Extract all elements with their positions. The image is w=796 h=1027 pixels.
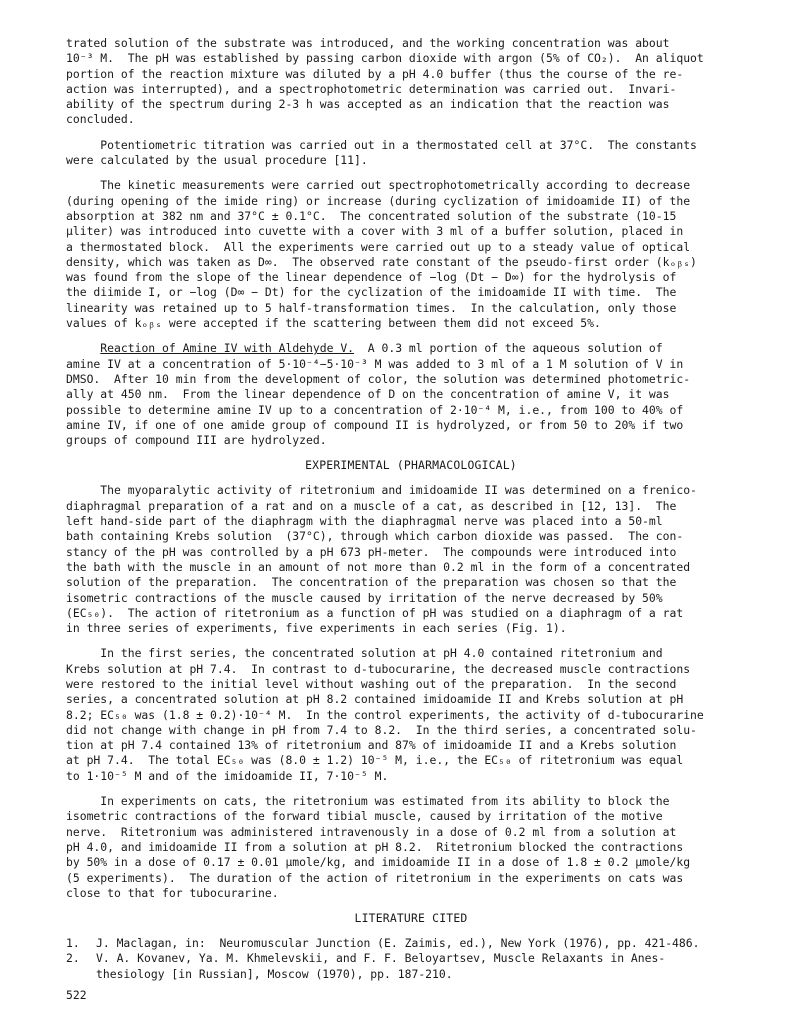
text-line: Reaction of Amine IV with Aldehyde V. A 0.3 ml portion of the aqueous solution of xyxy=(100,341,663,356)
text-line: by 50% in a dose of 0.17 ± 0.01 μmole/kg, and imidoamide II in a dose of 1.8 ± 0.2 μmole/kg xyxy=(66,855,691,870)
text-line: ally at 450 nm. From the linear dependence of D on the concentration of amine V, it was xyxy=(66,387,670,402)
text-line: the bath with the muscle in an amount of not more than 0.2 ml in the form of a concentrated xyxy=(66,559,691,574)
text-line: isometric contractions of the muscle caused by irritation of the nerve decreased by 50% xyxy=(66,590,663,605)
text-line: a thermostated block. All the experiments were carried out up to a steady value of optical xyxy=(66,239,691,254)
text-line: isometric contractions of the forward tibial muscle, caused by irritation of the motive xyxy=(66,809,663,824)
text-line: tion at pH 7.4 contained 13% of ritetronium and 87% of imidoamide II and a Krebs solution xyxy=(66,738,677,753)
text-line: solution of the preparation. The concentration of the preparation was chosen so that the xyxy=(66,575,677,590)
text-line: (during opening of the imide ring) or increase (during cyclization of imidoamide II) of the xyxy=(66,193,691,208)
paragraph-potentiometric-titration xyxy=(66,138,756,169)
text-line: portion of the reaction mixture was diluted by a pH 4.0 buffer (thus the course of the re- xyxy=(66,66,684,81)
text-line: series, a concentrated solution at pH 8.2 contained imidoamide II and Krebs solution at pH xyxy=(66,692,684,707)
text-line: (EC₅₀). The action of ritetronium as a function of pH was studied on a diaphragm of a rat xyxy=(66,605,684,620)
text-line: DMSO. After 10 min from the development of color, the solution was determined photometric- xyxy=(66,371,691,386)
reference-number: 2. xyxy=(66,951,80,966)
reference-line: V. A. Kovanev, Ya. M. Khmelevskii, and F. F. Beloyartsev, Muscle Relaxants in Anes- xyxy=(96,951,666,966)
text-line: μliter) was introduced into cuvette with a cover with 3 ml of a buffer solution, placed in xyxy=(66,224,684,239)
text-line: Potentiometric titration was carried out in a thermostated cell at 37°C. The constants xyxy=(66,137,697,152)
text-line: nerve. Ritetronium was administered intravenously in a dose of 0.2 ml from a solution at xyxy=(66,824,677,839)
text-line: to 1·10⁻⁵ M and of the imidoamide II, 7·10⁻⁵ M. xyxy=(66,768,389,783)
text-line: were calculated by the usual procedure [11]. xyxy=(66,153,368,168)
paragraph-reaction-amine xyxy=(66,341,756,448)
reference-text xyxy=(96,951,756,982)
text-line: ability of the spectrum during 2-3 h was accepted as an indication that the reaction was xyxy=(66,97,670,112)
text-line: were restored to the initial level without washing out of the preparation. In the second xyxy=(66,676,677,691)
paragraph-experiments-cats xyxy=(66,794,756,901)
text-line: The myoparalytic activity of ritetronium and imidoamide II was determined on a frenico- xyxy=(66,483,697,498)
text-line: absorption at 382 nm and 37°C ± 0.1°C. The concentrated solution of the substrate (10-15 xyxy=(66,208,677,223)
page-body xyxy=(66,36,756,982)
text-line: In the first series, the concentrated solution at pH 4.0 contained ritetronium and xyxy=(66,646,663,661)
text-line: amine IV, if one of one amide group of compound II is hydrolyzed, or from 50 to 20% if two xyxy=(66,417,684,432)
text-line: (5 experiments). The duration of the action of ritetronium in the experiments on cats was xyxy=(66,870,684,885)
text-line: 8.2; EC₅₀ was (1.8 ± 0.2)·10⁻⁴ M. In the control experiments, the activity of d-tubocurarine xyxy=(66,707,704,722)
subsection-heading: Reaction of Amine IV with Aldehyde V. xyxy=(100,341,355,356)
reference-list xyxy=(66,936,756,982)
text-line: pH 4.0, and imidoamide II from a solution at pH 8.2. Ritetronium blocked the contractions xyxy=(66,839,684,854)
text-line: density, which was taken as D∞. The observed rate constant of the pseudo-first order (kₒᵦₛ) xyxy=(66,254,697,269)
text-line: was found from the slope of the linear dependence of −log (Dt − D∞) for the hydrolysis of xyxy=(66,270,677,285)
text-line: diaphragmal preparation of a rat and on a muscle of a cat, as described in [12, 13]. The xyxy=(66,498,677,513)
paragraph-kinetic-measurements xyxy=(66,178,756,331)
text-line: bath containing Krebs solution (37°C), through which carbon dioxide was passed. The con- xyxy=(66,529,684,544)
reference-number: 1. xyxy=(66,936,80,951)
reference-item xyxy=(66,936,756,951)
reference-line: thesiology [in Russian], Moscow (1970), pp. 187-210. xyxy=(96,966,453,981)
paragraph-substrate-introduction xyxy=(66,36,756,128)
text-line: linearity was retained up to 5 half-transformation times. In the calculation, only those xyxy=(66,300,677,315)
text-line: values of kₒᵦₛ were accepted if the scattering between them did not exceed 5%. xyxy=(66,316,601,331)
text-line: left hand-side part of the diaphragm with the diaphragmal nerve was placed into a 50-ml xyxy=(66,514,663,529)
reference-line: J. Maclagan, in: Neuromuscular Junction (E. Zaimis, ed.), New York (1976), pp. 421-486. xyxy=(96,936,700,951)
reference-item xyxy=(66,951,756,982)
text-line: did not change with change in pH from 7.4 to 8.2. In the third series, a concentrated solu- xyxy=(66,722,697,737)
text-line: in three series of experiments, five experiments in each series (Fig. 1). xyxy=(66,621,567,636)
text-line: The kinetic measurements were carried out spectrophotometrically according to decrease xyxy=(66,178,691,193)
paragraph-myoparalytic-activity xyxy=(66,483,756,636)
paragraph-first-series xyxy=(66,646,756,784)
text-line: 10⁻³ M. The pH was established by passing carbon dioxide with argon (5% of CO₂). An aliquot xyxy=(66,51,704,66)
text-line: concluded. xyxy=(66,112,135,127)
section-heading-experimental: EXPERIMENTAL (PHARMACOLOGICAL) xyxy=(305,458,517,473)
text-line: stancy of the pH was controlled by a pH 673 pH-meter. The compounds were introduced into xyxy=(66,544,677,559)
text-line: possible to determine amine IV up to a concentration of 2·10⁻⁴ M, i.e., from 100 to 40% of xyxy=(66,402,684,417)
text-line: amine IV at a concentration of 5·10⁻⁴−5·10⁻³ M was added to 3 ml of a 1 M solution of V in xyxy=(66,356,684,371)
text-line: groups of compound III are hydrolyzed. xyxy=(66,433,327,448)
reference-text xyxy=(96,936,756,951)
text-line: In experiments on cats, the ritetronium was estimated from its ability to block the xyxy=(66,794,670,809)
text-line: the diimide I, or −log (D∞ − Dt) for the cyclization of the imidoamide II with time. The xyxy=(66,285,677,300)
text-line: trated solution of the substrate was introduced, and the working concentration was about xyxy=(66,36,670,50)
text-line: at pH 7.4. The total EC₅₀ was (8.0 ± 1.2) 10⁻⁵ M, i.e., the EC₅₀ of ritetronium was equal xyxy=(66,753,684,768)
text-line: action was interrupted), and a spectrophotometric determination was carried out. Invari- xyxy=(66,81,677,96)
page-number: 522 xyxy=(66,988,87,1002)
text-line: Krebs solution at pH 7.4. In contrast to d-tubocurarine, the decreased muscle contractions xyxy=(66,661,691,676)
text-line: close to that for tubocurarine. xyxy=(66,885,279,900)
section-heading-literature: LITERATURE CITED xyxy=(354,911,468,926)
